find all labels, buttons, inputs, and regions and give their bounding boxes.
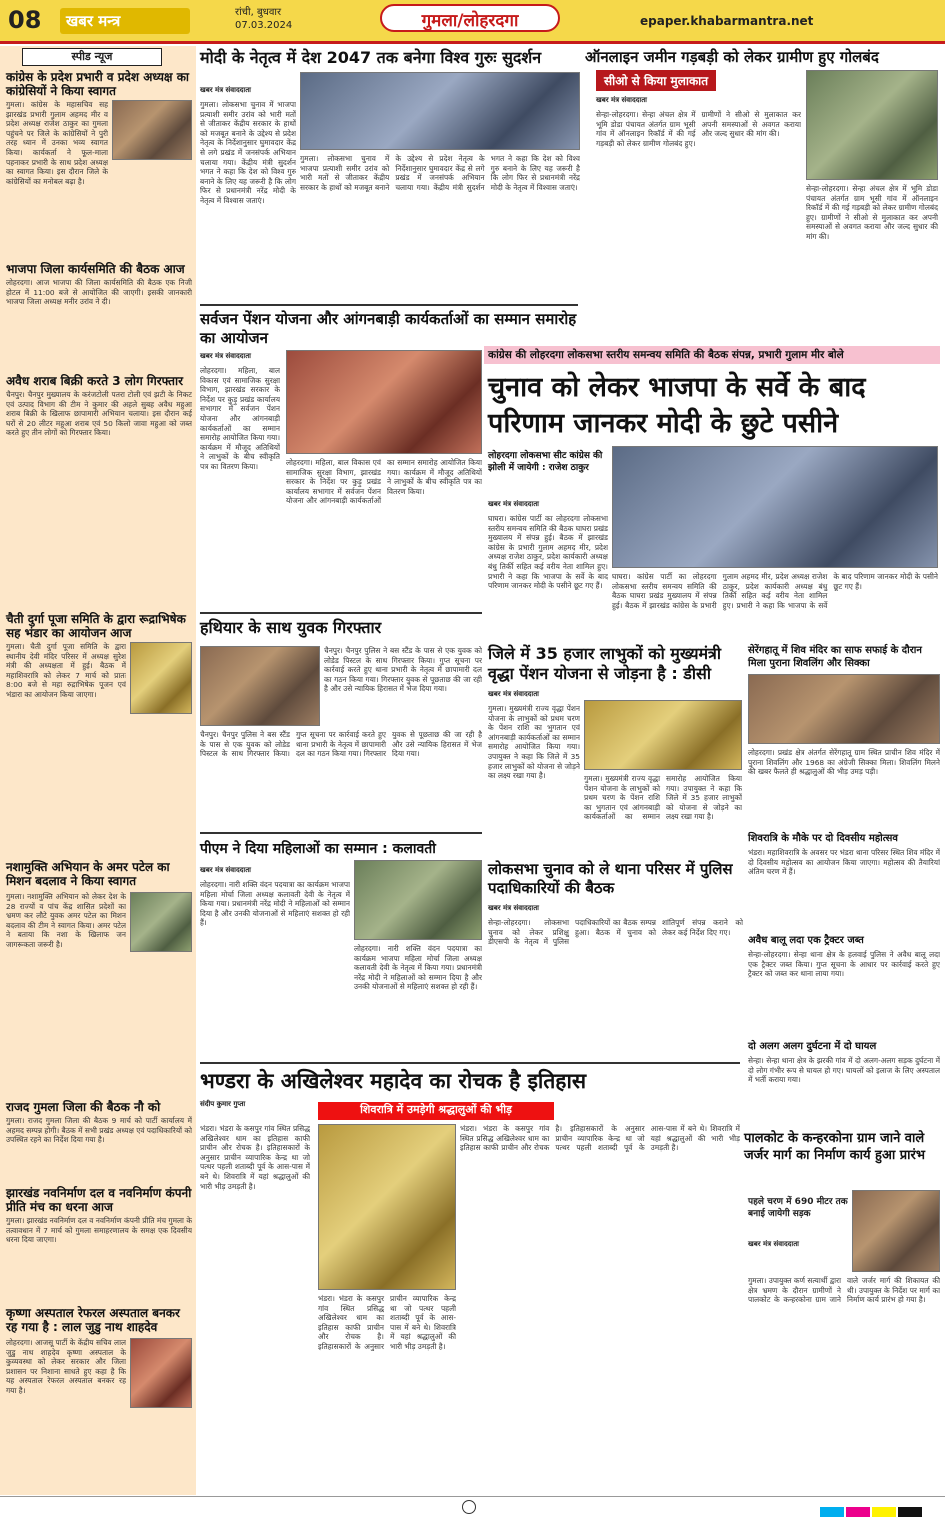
newspaper-logo: खबर मन्त्र (60, 8, 190, 34)
congress-byline: खबर मंत्र संवाददाता (488, 500, 539, 508)
arrest-headline: हथियार के साथ युवक गिरफ्तार (200, 618, 382, 637)
mahadev-photo (318, 1124, 456, 1290)
sidebar-body: गुमला। नशामुक्ति अभियान को लेकर देश के 28 राज्यों व पांच केंद्र शासित प्रदेशों का भ्रमण कर लौटे युवक अमर पटेल का मिशन बदलाव की टीम ने स्वागत किया। अमर पटेल ने बताया कि नशा के खिलाफ जन जागरूकता जरूरी है। (6, 892, 126, 949)
sidebar-body: लोहरदगा। आज भाजपा की जिला कार्यसमिति की बैठक एक निजी होटल में 11:00 बजे से आयोजित की जाएगी। इसकी जानकारी भाजपा जिला अध्यक्ष मनीर उरांव ने दी। (6, 278, 192, 307)
road-photo (852, 1190, 940, 1272)
lead-photo (300, 72, 580, 150)
pension-headline: सर्वजन पेंशन योजना और आंगनबाड़ी कार्यकर्ताओं का सम्मान समारोह का आयोजन (200, 310, 577, 347)
sidebar-body: लोहरदगा। आजसू पार्टी के केंद्रीय सचिव लाल जुडु नाथ शाहदेव कृष्णा अस्पताल के कुव्यवस्था को लेकर सरकार और जिला प्रशासन पर निशाना साधते हुए कहा है कि यह अस्पताल रेफरल अस्पताल बनकर रह गया है। (6, 1338, 126, 1395)
section-title: गुमला/लोहरदगा (380, 4, 560, 32)
sidebar-headline: भाजपा जिला कार्यसमिति की बैठक आज (6, 262, 185, 276)
vriddha-headline: जिले में 35 हजार लाभुकों को मुख्यमंत्री वृद्धा पेंशन योजना से जोड़ना है : डीसी (488, 644, 722, 683)
sidebar-photo (112, 100, 192, 160)
registration-mark-icon (462, 1500, 476, 1514)
pension-body-cont: लोहरदगा। महिला, बाल विकास एवं सामाजिक सुरक्षा विभाग, झारखंड सरकार के निर्देश पर कुड़ु प्रखंड कार्यालय सभागार में सर्वजन पेंशन योजना और आंगनबाड़ी कार्यकर्ताओं का सम्मान समारोह आयोजित किया गया। कार्यक्रम में मौजूद अतिथियों ने लाभुकों के बीच स्वीकृति पत्र का वितरण किया। (286, 458, 482, 506)
congress-body: घाघरा। कांग्रेस पार्टी का लोहरदगा लोकसभा स्तरीय समन्वय समिति की बैठक घाघरा प्रखंड मुख्यालय में संपन्न हुई। बैठक में झारखंड कांग्रेस के प्रभारी गुलाम अहमद मीर, प्रदेश अध्यक्ष राजेश ठाकुर, प्रदेश कार्यकारी अध्यक्ष बंधु तिर्की सहित कई वरीय नेता शामिल हुए। प्रभारी ने कहा कि भाजपा के सर्वे के बाद परिणाम जानकर मोदी के पसीने छूट गए हैं। (488, 514, 608, 591)
congress-banner: कांग्रेस की लोहरदगा लोकसभा स्तरीय समन्वय समिति की बैठक संपन्न, प्रभारी गुलाम मीर बोले (488, 349, 844, 361)
arrest-photo (200, 646, 320, 726)
sidebar-body: चैनपुर। चैनपुर मुख्यालय के करंजटोली पतरा टोली एवं झटी के निकट एवं उत्पाद विभाग की टीम ने कुमार की अहले सुबह अवैध महुआ शराब बिक्री के खिलाफ छापामारी अभियान चलाया। इस दौरान कई घरों से 20 लीटर महुआ शराब एवं 50 किलो जावा महुआ को जब्त करते हुए तीन लोगों को गिरफ्तार किया। (6, 390, 192, 438)
vriddha-byline: खबर मंत्र संवाददाता (488, 690, 539, 698)
pension-photo (286, 350, 482, 454)
divider (200, 304, 578, 306)
shivling-headline: सेरेंगहातू में शिव मंदिर का साफ सफाई के दौरान मिला पुराना शिवलिंग और सिक्का (748, 645, 922, 669)
sidebar-photo (130, 892, 192, 952)
divider (200, 832, 482, 834)
congress-headline: चुनाव को लेकर भाजपा के सर्वे के बाद परिणाम जानकर मोदी के छुटे पसीने (488, 372, 866, 439)
women-body: लोहरदगा। नारी शक्ति वंदन पदयात्रा का कार्यक्रम भाजपा महिला मोर्चा जिला अध्यक्ष कलावती देवी के नेतृत्व में किया गया। प्रधानमंत्री नरेंद्र मोदी ने महिलाओं को सम्मान दिया है और उनकी योजनाओं से महिलाएं सशक्त हो रही हैं। (200, 880, 350, 928)
mahadev-body-cont: भंडरा। भंडरा के कसपुर गांव स्थित प्रसिद्ध अखिलेश्वर धाम का इतिहास काफी प्राचीन और रोचक है। इतिहासकारों के अनुसार प्राचीन व्यापारिक केन्द्र था जो पत्थर पहली शताब्दी पूर्व के आस-पास में बने थे। शिवरात्रि में यहां श्रद्धालुओं की भारी भीड़ उमड़ती है। (318, 1294, 456, 1351)
sidebar-headline: नशामुक्ति अभियान के अमर पटेल का मिशन बदलाव ने किया स्वागत (6, 860, 170, 888)
lead-headline: मोदी के नेतृत्व में देश 2047 तक बनेगा विश्व गुरुः सुदर्शन (200, 48, 542, 67)
pension-body: लोहरदगा। महिला, बाल विकास एवं सामाजिक सुरक्षा विभाग, झारखंड सरकार के निर्देश पर कुड़ु प्रखंड कार्यालय सभागार में सर्वजन पेंशन योजना और आंगनबाड़ी कार्यकर्ताओं का सम्मान समारोह आयोजित किया गया। कार्यक्रम में मौजूद अतिथियों ने लाभुकों के बीच स्वीकृति पत्र का वितरण किया। (200, 366, 280, 471)
vriddha-body: गुमला। मुख्यमंत्री राज्य वृद्धा पेंशन योजना के लाभुकों को प्रथम चरण के पेंशन राशि का भुगतान एवं आंगनबाड़ी कार्यकर्ताओं का सम्मान समारोह आयोजित किया गया। उपायुक्त ने कहा कि जिले में 35 हजार लाभुकों को योजना से जोड़ने का लक्ष्य रखा गया है। (488, 704, 580, 781)
speed-news-header: स्पीड न्यूज (22, 48, 162, 66)
women-byline: खबर मंत्र संवाददाता (200, 866, 251, 874)
sidebar-headline: राजद गुमला जिला की बैठक नौ को (6, 1100, 161, 1114)
women-body-cont: लोहरदगा। नारी शक्ति वंदन पदयात्रा का कार्यक्रम भाजपा महिला मोर्चा जिला अध्यक्ष कलावती देवी के नेतृत्व में किया गया। प्रधानमंत्री नरेंद्र मोदी ने महिलाओं को सम्मान दिया है और उनकी योजनाओं से महिलाएं सशक्त हो रही हैं। (354, 944, 482, 992)
accident-body: सेन्हा। सेन्हा थाना क्षेत्र के झरकी गांव में दो अलग-अलग सड़क दुर्घटना में दो लोग गंभीर रूप से घायल हो गए। घायलों को इलाज के लिए अस्पताल में भर्ती कराया गया। (748, 1056, 940, 1085)
shivling-body: लोहरदगा। प्रखंड क्षेत्र अंतर्गत सेरेंगहातू ग्राम स्थित प्राचीन शिव मंदिर में पुराना शिवलिंग और 1968 का अंग्रेजी सिक्का मिला। शिवलिंग मिलने की खबर फैलते ही श्रद्धालुओं की भीड़ उमड़ पड़ी। (748, 748, 940, 777)
lead-byline: खबर मंत्र संवाददाता (200, 86, 251, 94)
police-byline: खबर मंत्र संवाददाता (488, 904, 539, 912)
congress-photo (612, 446, 938, 568)
black-swatch (898, 1507, 922, 1517)
shivling-photo (748, 674, 940, 744)
police-headline: लोकसभा चुनाव को ले थाना परिसर में पुलिस पदाधिकारियों की बैठक (488, 860, 733, 897)
tractor-headline: अवैध बालू लदा एक ट्रैक्टर जब्त (748, 935, 864, 946)
sidebar-headline: चैती दुर्गा पूजा समिति के द्वारा रूद्राभिषेक सह भंडार का आयोजन आज (6, 612, 186, 640)
pension-byline: खबर मंत्र संवाददाता (200, 352, 251, 360)
sidebar-photo (130, 1338, 192, 1408)
page-number: 08 (8, 6, 42, 34)
magenta-swatch (846, 1507, 870, 1517)
accident-headline: दो अलग अलग दुर्घटना में दो घायल (748, 1041, 877, 1052)
road-byline: खबर मंत्र संवाददाता (748, 1240, 799, 1248)
congress-body-cont: घाघरा। कांग्रेस पार्टी का लोहरदगा लोकसभा स्तरीय समन्वय समिति की बैठक घाघरा प्रखंड मुख्यालय में संपन्न हुई। बैठक में झारखंड कांग्रेस के प्रभारी गुलाम अहमद मीर, प्रदेश अध्यक्ष राजेश ठाकुर, प्रदेश कार्यकारी अध्यक्ष बंधु तिर्की सहित कई वरीय नेता शामिल हुए। प्रभारी ने कहा कि भाजपा के सर्वे के बाद परिणाम जानकर मोदी के पसीने छूट गए हैं। (612, 572, 938, 610)
date: 07.03.2024 (235, 20, 293, 31)
congress-kicker: लोहरदगा लोकसभा सीट कांग्रेस की झोली में जायेगी : राजेश ठाकुर (488, 451, 603, 473)
land-photo (806, 70, 938, 180)
divider (200, 1062, 740, 1064)
sidebar-headline: झारखंड नवनिर्माण दल व नवनिर्माण कंपनी प्रीति मंच का धरना आज (6, 1186, 192, 1214)
mahadev-headline: भण्डरा के अखिलेश्वर महादेव का रोचक है इतिहास (200, 1069, 587, 1093)
shivratri-body: भंडरा। महाशिवरात्रि के अवसर पर भंडरा थाना परिसर स्थित शिव मंदिर में दो दिवसीय महोत्सव का आयोजन किया जाएगा। महोत्सव की तैयारियां अंतिम चरण में हैं। (748, 848, 940, 877)
land-kicker: सीओ से किया मुलाकात (596, 70, 716, 91)
divider (200, 612, 482, 614)
sidebar-photo (130, 642, 192, 714)
arrest-body-cont: चैनपुर। चैनपुर पुलिस ने बस स्टैंड के पास से एक युवक को लोडेड पिस्टल के साथ गिरफ्तार किया। गुप्त सूचना पर कार्रवाई करते हुए थाना प्रभारी के नेतृत्व में छापामारी दल का गठन किया गया। गिरफ्तार युवक से पूछताछ की जा रही है और उसे न्यायिक हिरासत में भेज दिया गया। (200, 730, 482, 759)
women-photo (354, 860, 482, 940)
city: रांची, बुधवार (235, 7, 282, 18)
mahadev-byline: संदीप कुमार गुप्ता (200, 1100, 246, 1108)
shivratri-headline: शिवरात्रि के मौके पर दो दिवसीय महोत्सव (748, 833, 898, 844)
land-body-cont: सेन्हा-लोहरदगा। सेन्हा अंचल क्षेत्र में भूमि डोडा पंचायत अंतर्गत ग्राम भूसी गांव में ऑनलाइन रिकॉर्ड में की गई गड़बड़ी को लेकर ग्रामीण गोलबंद हुए। ग्रामीणों ने सीओ से मुलाकात कर अपनी समस्याओं से अवगत कराया और जल्द सुधार की मांग की। (806, 184, 938, 241)
tractor-body: सेन्हा-लोहरदगा। सेन्हा थाना क्षेत्र के हलवाई पुलिस ने अवैध बालू लदा एक ट्रैक्टर जब्त किया। गुप्त सूचना के आधार पर कार्रवाई करते हुए ट्रैक्टर को जब्त कर थाना लाया गया। (748, 950, 940, 979)
arrest-body: चैनपुर। चैनपुर पुलिस ने बस स्टैंड के पास से एक युवक को लोडेड पिस्टल के साथ गिरफ्तार किया। गुप्त सूचना पर कार्रवाई करते हुए थाना प्रभारी के नेतृत्व में छापामारी दल का गठन किया गया। गिरफ्तार युवक से पूछताछ की जा रही है और उसे न्यायिक हिरासत में भेज दिया गया। (324, 646, 482, 694)
color-bar (820, 1502, 924, 1517)
lead-body: गुमला। लोकसभा चुनाव में भाजपा प्रत्याशी समीर उरांव को भारी मतों से जीताकर केंद्रीय सरकार के हाथों को मजबूत बनाने के उद्देश्य से प्रदेश नेतृत्व के निर्देशानुसार घुमावदार केंद्र से लगे प्रखंड में जनसंपर्क अभियान चलाया गया। केंद्रीय मंत्री सुदर्शन भगत ने कहा कि देश को विश्व गुरु बनाने के लिए यह जरूरी है कि लोग फिर से प्रधानमंत्री नरेंद्र मोदी के नेतृत्व में विश्वास जताएं। (200, 100, 296, 205)
cyan-swatch (820, 1507, 844, 1517)
vriddha-photo (584, 700, 742, 770)
sidebar-body: गुमला। झारखंड नवनिर्माण दल व नवनिर्माण कंपनी प्रीति मंच गुमला के तत्वावधान में 7 मार्च को गुमला समाहरणालय के समक्ष एक दिवसीय धरना दिया जाएगा। (6, 1216, 192, 1245)
dateline (235, 6, 292, 32)
sidebar-headline: कांग्रेस के प्रदेश प्रभारी व प्रदेश अध्यक्ष का कांग्रेसियों ने किया स्वागत (6, 70, 190, 98)
road-body: गुमला। उपायुक्त कर्ण सत्यार्थी द्वारा क्षेत्र भ्रमण के दौरान ग्रामीणों ने पालकोट के कन्हरकोना ग्राम जाने वाले जर्जर मार्ग की शिकायत की थी। उपायुक्त के निर्देश पर मार्ग का निर्माण कार्य प्रारंभ हो गया है। (748, 1276, 940, 1305)
lead-body-cont: गुमला। लोकसभा चुनाव में भाजपा प्रत्याशी समीर उरांव को भारी मतों से जीताकर केंद्रीय सरकार के हाथों को मजबूत बनाने के उद्देश्य से प्रदेश नेतृत्व के निर्देशानुसार घुमावदार केंद्र से लगे प्रखंड में जनसंपर्क अभियान चलाया गया। केंद्रीय मंत्री सुदर्शन भगत ने कहा कि देश को विश्व गुरु बनाने के लिए यह जरूरी है कि लोग फिर से प्रधानमंत्री नरेंद्र मोदी के नेतृत्व में विश्वास जताएं। (300, 154, 580, 192)
sidebar-headline: कृष्णा अस्पताल रेफरल अस्पताल बनकर रह गया है : लाल जुडु नाथ शाहदेव (6, 1306, 180, 1334)
land-byline: खबर मंत्र संवाददाता (596, 96, 647, 104)
sidebar-body: गुमला। कांग्रेस के महासचिव सह झारखंड प्रभारी गुलाम अहमद मीर व प्रदेश अध्यक्ष राजेश ठाकुर का गुमला पहुंचने पर जिले के कांग्रेसियों ने पुरी तरह ध्यान में उनका भव्य स्वागत किया। कार्यकर्ता ने फूल-माला पहनाकर प्रभारी के साथ प्रदेश अध्यक्ष का स्वागत किया। इस दौरान जिले के कांग्रेसियों का मनोबल बढ़ा है। (6, 100, 108, 186)
sidebar-body: गुमला। चैती दुर्गा पूजा समिति के द्वारा स्थानीय देवी मंदिर परिसर में अध्यक्ष सुरेश मंत्री की अध्यक्षता में हुई। बैठक में महाशिवरात्रि को लेकर 7 मार्च को प्रातः 8:00 बजे से महा रुद्राभिषेक पूजन एवं भंडारा का आयोजन किया जाएगा। (6, 642, 126, 699)
vriddha-body-cont: गुमला। मुख्यमंत्री राज्य वृद्धा पेंशन योजना के लाभुकों को प्रथम चरण के पेंशन राशि का भुगतान एवं आंगनबाड़ी कार्यकर्ताओं का सम्मान समारोह आयोजित किया गया। उपायुक्त ने कहा कि जिले में 35 हजार लाभुकों को योजना से जोड़ने का लक्ष्य रखा गया है। (584, 774, 742, 822)
mahadev-kicker: शिवरात्रि में उमड़ेगी श्रद्धालुओं की भीड़ (318, 1102, 554, 1120)
road-headline: पालकोट के कन्हरकोना ग्राम जाने वाले जर्जर मार्ग का निर्माण कार्य हुआ प्रारंभ (744, 1131, 925, 1163)
sidebar-headline: अवैध शराब बिक्री करते 3 लोग गिरफ्तार (6, 374, 184, 388)
mahadev-body-cont2: भंडरा। भंडरा के कसपुर गांव स्थित प्रसिद्ध अखिलेश्वर धाम का इतिहास काफी प्राचीन और रोचक है। इतिहासकारों के अनुसार प्राचीन व्यापारिक केन्द्र था जो पत्थर पहली शताब्दी पूर्व के आस-पास में बने थे। शिवरात्रि में यहां श्रद्धालुओं की भारी भीड़ उमड़ती है। (460, 1124, 740, 1153)
mahadev-body: भंडरा। भंडरा के कसपुर गांव स्थित प्रसिद्ध अखिलेश्वर धाम का इतिहास काफी प्राचीन और रोचक है। इतिहासकारों के अनुसार प्राचीन व्यापारिक केन्द्र था जो पत्थर पहली शताब्दी पूर्व के आस-पास में बने थे। शिवरात्रि में यहां श्रद्धालुओं की भारी भीड़ उमड़ती है। (200, 1124, 310, 1191)
sidebar-body: गुमला। राजद गुमला जिला की बैठक 9 मार्च को पार्टी कार्यालय में अहमद सम्पन्न होगी। बैठक में सभी प्रखंड अध्यक्ष एवं पदाधिकारियों को उपस्थित रहने का निर्देश दिया गया है। (6, 1116, 192, 1145)
police-body: सेन्हा-लोहरदगा। लोकसभा चुनाव को लेकर प्रशिक्षु डीएसपी के नेतृत्व में पुलिस पदाधिकारियों का बैठक सम्पन्न हुआ। बैठक में चुनाव को शांतिपूर्ण संपन्न कराने को लेकर कई निर्देश दिए गए। (488, 918, 743, 947)
road-kicker: पहले चरण में 690 मीटर तक बनाई जायेगी सड़क (748, 1197, 848, 1219)
women-headline: पीएम ने दिया महिलाओं का सम्मान : कलावती (200, 841, 436, 857)
land-headline: ऑनलाइन जमीन गड़बड़ी को लेकर ग्रामीण हुए गोलबंद (585, 48, 879, 66)
yellow-swatch (872, 1507, 896, 1517)
epaper-link[interactable]: epaper.khabarmantra.net (640, 14, 814, 28)
land-body: सेन्हा-लोहरदगा। सेन्हा अंचल क्षेत्र में भूमि डोडा पंचायत अंतर्गत ग्राम भूसी गांव में ऑनलाइन रिकॉर्ड में की गई गड़बड़ी को लेकर ग्रामीण गोलबंद हुए। ग्रामीणों ने सीओ से मुलाकात कर अपनी समस्याओं से अवगत कराया और जल्द सुधार की मांग की। (596, 110, 801, 148)
